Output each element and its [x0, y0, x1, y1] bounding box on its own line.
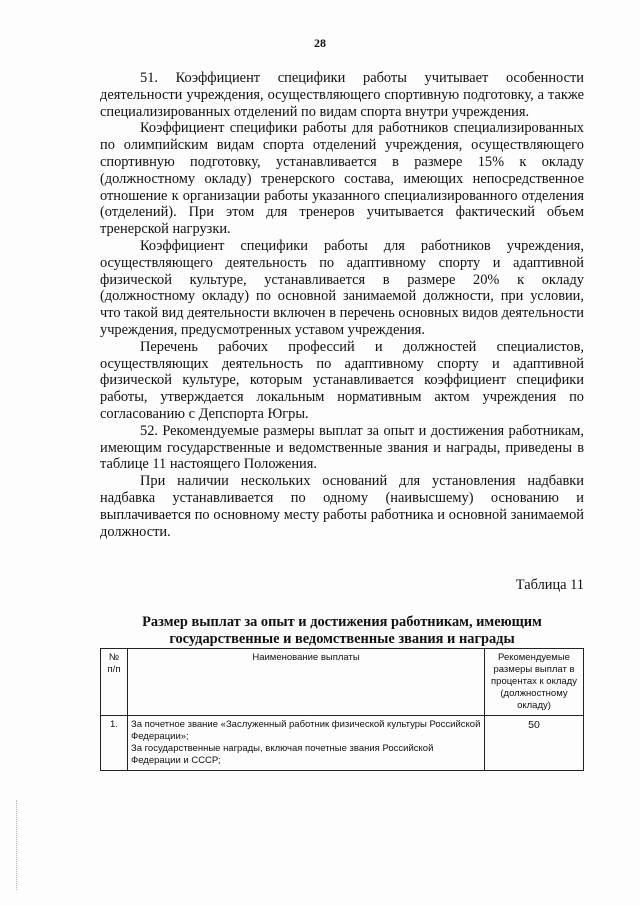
paragraph: Перечень рабочих профессий и должностей специалистов, осуществляющих деятельность по адаптивному спорту и адаптивной физической культуре, которым устанавливается коэффициент специфики работы, утверждается локальным нормативным актом учреждения по согласованию с Депспорта Югры. [100, 338, 584, 422]
header-num: № п/п [101, 649, 128, 716]
table-row [101, 716, 584, 771]
table-header-row [101, 649, 584, 716]
table-title: Размер выплат за опыт и достижения работникам, имеющим государственные и ведомственные звания и награды [142, 614, 542, 647]
row-name-line: За государственные награды, включая почетные звания Российской Федерации и СССР; [131, 743, 434, 766]
paragraph: 51. Коэффициент специфики работы учитывает особенности деятельности учреждения, осуществляющего спортивную подготовку, а также специализированных отделений по видам спорта внутри учреждения. [100, 70, 584, 120]
header-name: Наименование выплаты [128, 649, 485, 716]
row-name-line: За почетное звание «Заслуженный работник физической культуры Российской Федерации»; [131, 719, 481, 742]
body-text [100, 70, 584, 540]
paragraph: 52. Рекомендуемые размеры выплат за опыт и достижения работникам, имеющим государственные и ведомственные звания и награды, приведены в таблице 11 настоящего Положения. [100, 422, 584, 473]
paragraph: Коэффициент специфики работы для работников специализированных по олимпийским видам спорта отделений учреждения, осуществляющего спортивную подготовку, устанавливается в размере 15% к окладу (должностному окладу) тренерского состава, имеющих непосредственное отношение к организации работы указанного специализированного отделения (отделений). При этом для тренеров учитывается фактический объем тренерской нагрузки. [100, 120, 584, 238]
row-num: 1. [101, 716, 128, 771]
header-rate: Рекомендуемые размеры выплат в процентах к окладу (должностному окладу) [485, 649, 584, 716]
payments-table [100, 648, 584, 771]
scan-margin-marks [16, 800, 19, 890]
paragraph: При наличии нескольких оснований для установления надбавки надбавка устанавливается по одному (наивысшему) основанию и выплачивается по основному месту работы работника и основной занимаемой должности. [100, 473, 584, 540]
row-name [128, 716, 485, 771]
paragraph: Коэффициент специфики работы для работников учреждения, осуществляющего деятельность по адаптивному спорту и адаптивной физической культуре, устанавливается в размере 20% к окладу (должностному окладу) по основной занимаемой должности, при условии, что такой вид деятельности включен в перечень основных видов деятельности учреждения, предусмотренных уставом учреждения. [100, 237, 584, 338]
page-number: 28 [314, 36, 326, 50]
row-rate: 50 [485, 716, 584, 771]
table-label: Таблица 11 [515, 577, 584, 593]
